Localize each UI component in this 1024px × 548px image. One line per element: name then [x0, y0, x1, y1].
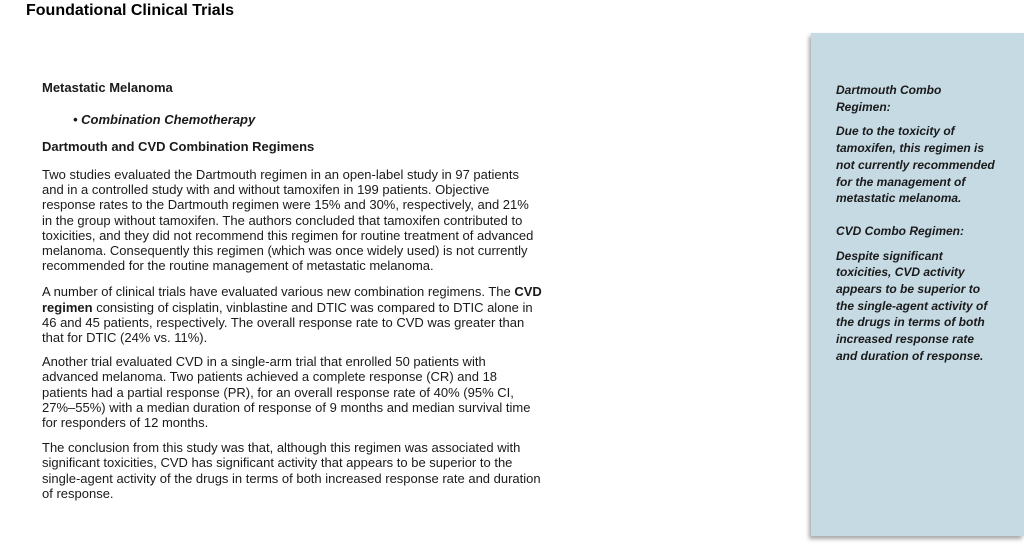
- section-heading: Metastatic Melanoma: [42, 80, 173, 95]
- paragraph-3: Another trial evaluated CVD in a single-arm trial that enrolled 50 patients with advanced melanoma. Two patients achieved a complete response (CR) and 18 patients had a partial response (PR), for an overall response rate of 40% (95% CI, 27%–55%) with a median duration of response of 9 months and median survival time for responders of 12 months.: [42, 354, 531, 431]
- paragraph-1: Two studies evaluated the Dartmouth regimen in an open-label study in 97 patients and in a controlled study with and without tamoxifen in 199 patients. Objective response rates to the Dartmouth regimen were 15% and 30%, respectively, and 21% in the group without tamoxifen. The authors concluded that tamoxifen contributed to toxicities, and they did not recommend this regimen for routine treatment of advanced melanoma. Consequently this regimen (which was once widely used) is not currently recommended for the routine management of metastatic melanoma.: [42, 167, 534, 274]
- paragraph-2-text-start: A number of clinical trials have evaluated various new combination regimens. The: [42, 284, 515, 300]
- main-content: [42, 80, 542, 501]
- page-title: Foundational Clinical Trials: [26, 2, 235, 19]
- paragraph-4: The conclusion from this study was that, although this regimen was associated with significant toxicities, CVD has significant activity that appears to be superior to the single-agent activity of the drugs in terms of both increased response rate and duration of response.: [42, 440, 541, 501]
- paragraph-2-text-end: consisting of cisplatin, vinblastine and DTIC was compared to DTIC alone in 46 and 45 patients, respectively. The overall response rate to CVD was greater than that for DTIC (24% vs. 11%).: [42, 299, 533, 346]
- sidebar-callout: [811, 33, 1024, 536]
- cvd-regimen-emphasis: CVD regimen: [42, 284, 542, 315]
- cvd-text: Despite significant toxicities, CVD activity appears to be superior to the single-agent activity of the drugs in terms of both increased response rate and duration of response.: [836, 248, 988, 363]
- sub-heading: Dartmouth and CVD Combination Regimens: [42, 139, 315, 154]
- paragraph-2: [42, 284, 542, 345]
- dartmouth-text: Due to the toxicity of tamoxifen, this regimen is not currently recommended for the management of metastatic melanoma.: [836, 124, 995, 206]
- sidebar-content: [836, 82, 996, 365]
- cvd-heading: CVD Combo Regimen:: [836, 223, 965, 238]
- dartmouth-heading: Dartmouth Combo Regimen:: [836, 83, 942, 114]
- bullet-item: • Combination Chemotherapy: [73, 112, 256, 127]
